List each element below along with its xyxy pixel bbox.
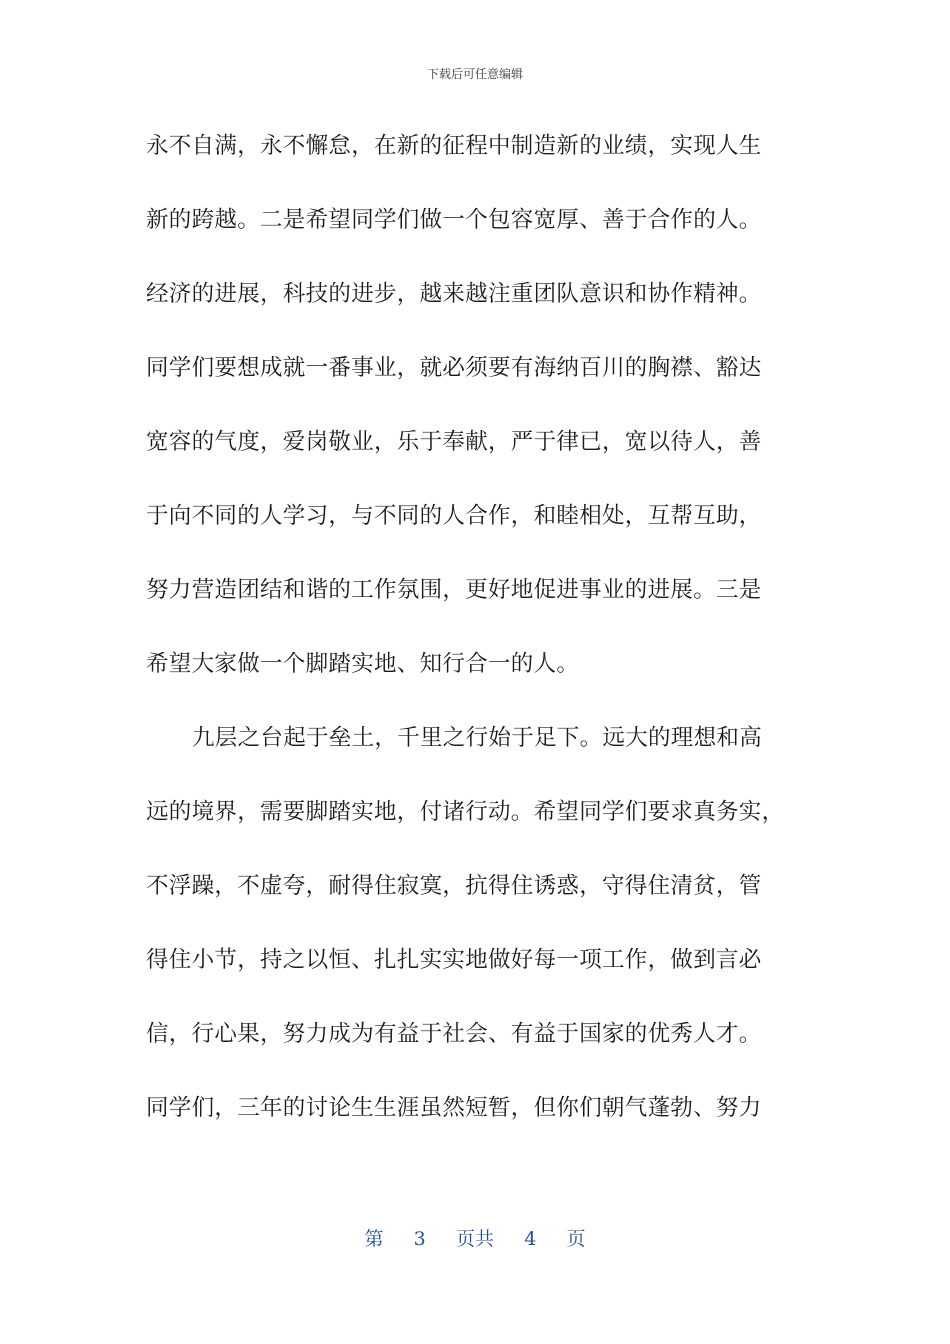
text-line: 远的境界，需要脚踏实地，付诸行动。希望同学们要求真务实， xyxy=(146,799,785,825)
paragraph-start-line: 九层之台起于垒土，千里之行始于足下。远大的理想和高 xyxy=(192,725,763,751)
text-line: 同学们要想成就一番事业，就必须要有海纳百川的胸襟、豁达 xyxy=(146,355,762,381)
footer-label-of: 页共 xyxy=(455,1228,494,1250)
footer-label-page: 第 xyxy=(364,1228,384,1250)
document-body xyxy=(146,124,806,1160)
text-line: 经济的进展，科技的进步，越来越注重团队意识和协作精神。 xyxy=(146,281,762,307)
text-line: 努力营造团结和谐的工作氛围，更好地促进事业的进展。三是 xyxy=(146,577,762,603)
page-footer xyxy=(0,1226,950,1252)
footer-total-pages: 4 xyxy=(524,1228,537,1250)
text-line: 得住小节，持之以恒、扎扎实实地做好每一项工作，做到言必 xyxy=(146,947,762,973)
text-line: 希望大家做一个脚踏实地、知行合一的人。 xyxy=(146,651,580,677)
text-line: 于向不同的人学习，与不同的人合作，和睦相处，互帮互助， xyxy=(146,503,762,529)
text-line: 新的跨越。二是希望同学们做一个包容宽厚、善于合作的人。 xyxy=(146,207,762,233)
text-line: 信，行心果，努力成为有益于社会、有益于国家的优秀人才。 xyxy=(146,1021,762,1047)
text-line: 不浮躁，不虚夸，耐得住寂寞，抗得住诱惑，守得住清贫，管 xyxy=(146,873,762,899)
text-line: 同学们，三年的讨论生生涯虽然短暂，但你们朝气蓬勃、努力 xyxy=(146,1095,762,1121)
text-line: 永不自满，永不懈怠，在新的征程中制造新的业绩，实现人生 xyxy=(146,133,762,159)
text-line: 宽容的气度，爱岗敬业，乐于奉献，严于律已，宽以待人，善 xyxy=(146,429,762,455)
footer-label-end: 页 xyxy=(566,1228,586,1250)
page-header-note: 下载后可任意编辑 xyxy=(426,67,523,81)
footer-current-page: 3 xyxy=(413,1228,426,1250)
